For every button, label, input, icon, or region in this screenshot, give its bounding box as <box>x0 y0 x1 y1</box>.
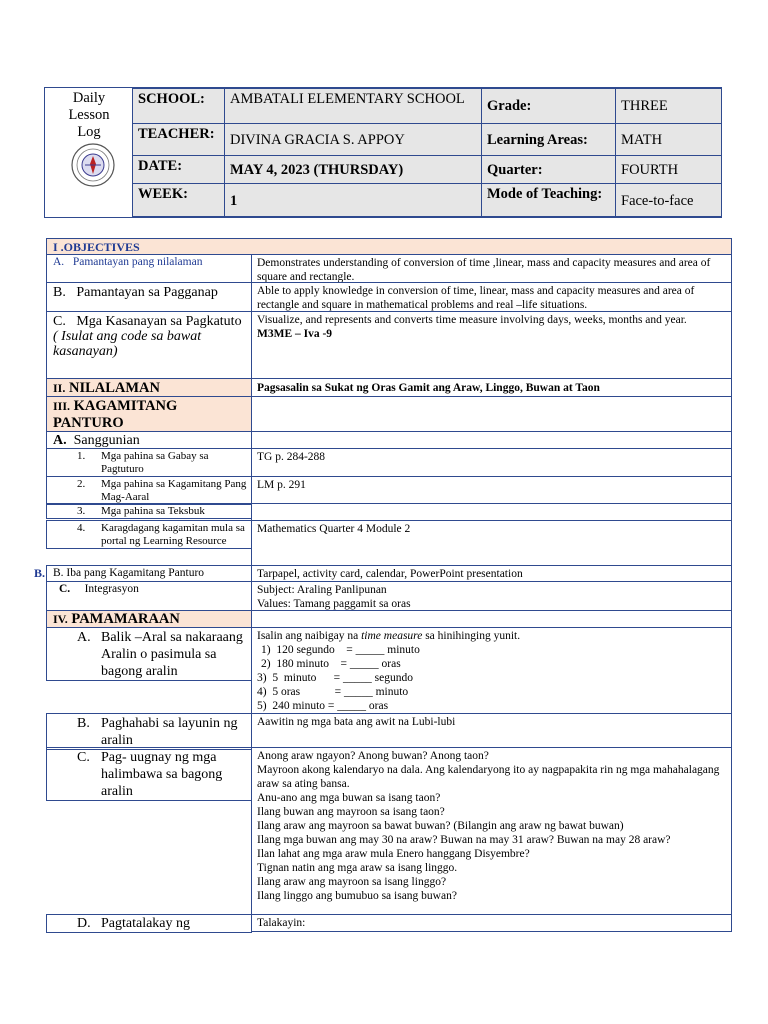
procedure-c-line-7: Ilan lahat ang mga araw mula Enero hanggang Disyembre? <box>257 848 530 860</box>
procedure-d-label <box>46 914 252 933</box>
materials-item-label-4 <box>46 520 252 549</box>
procedure-a-line-2: 2) 180 minuto = _____ oras <box>261 658 401 670</box>
objectives-c-letter: C. <box>53 314 66 329</box>
procedure-title: PAMAMARAAN <box>71 611 180 627</box>
objectives-a-row <box>46 254 732 283</box>
materials-item-text-1: Mga pahina sa Gabay sa Pagtuturo <box>101 450 209 475</box>
materials-item-row-1 <box>46 448 732 477</box>
materials-title-value <box>251 396 732 432</box>
objectives-c-label <box>46 311 252 379</box>
materials-title: KAGAMITANG PANTURO <box>53 398 178 431</box>
procedure-c-row <box>46 747 732 915</box>
logo-text-log: Log <box>77 124 101 140</box>
materials-item-num-2: 2. <box>77 478 86 490</box>
materials-item-num-4: 4. <box>77 522 86 534</box>
header-table <box>44 87 722 218</box>
procedure-c-text: Pag- uugnay ng mga halimbawa sa bagong aralin <box>101 750 223 799</box>
mode-value: Face-to-face <box>615 183 722 217</box>
procedure-c-line-4: Ilang buwan ang mayroon sa isang taon? <box>257 806 445 818</box>
learning-areas-label: Learning Areas: <box>481 123 616 156</box>
objectives-c-value-cell <box>251 311 732 379</box>
procedure-b-label <box>46 713 252 750</box>
objectives-title: I .OBJECTIVES <box>46 238 732 255</box>
logo-text-lesson: Lesson <box>68 107 110 123</box>
materials-item-row-3 <box>46 503 732 521</box>
procedure-a-text: Balik –Aral sa nakaraang Aralin o pasimula sa bagong aralin <box>101 630 243 679</box>
procedure-c-value-cell <box>251 747 732 915</box>
materials-item-num-1: 1. <box>77 450 86 462</box>
logo-column <box>45 88 133 217</box>
content-title-cell <box>46 378 252 397</box>
materials-item-row-4 <box>46 520 732 566</box>
grade-label: Grade: <box>481 88 616 124</box>
mode-label: Mode of Teaching: <box>481 183 616 217</box>
procedure-c-line-2: Mayroon akong kalendaryo na dala. Ang kalendaryong ito ay nagpapakita rin ng mga mahahalagang araw sa ating bansa. <box>257 764 720 790</box>
procedure-c-line-6: Ilang mga buwan ang may 30 na araw? Buwan na may 31 araw? Buwan na may 28 araw? <box>257 834 671 846</box>
procedure-a-line-5: 5) 240 minuto = _____ oras <box>257 700 389 712</box>
procedure-a-line-4: 4) 5 oras = _____ minuto <box>257 686 409 698</box>
procedure-c-line-1: Anong araw ngayon? Anong buwan? Anong taon? <box>257 750 489 762</box>
objectives-header-row <box>46 238 732 255</box>
deped-seal-icon <box>71 143 115 187</box>
materials-item-row-2 <box>46 476 732 504</box>
objectives-c-note: ( Isulat ang code sa bawat kasanayan) <box>53 329 202 359</box>
objectives-a-label <box>46 254 252 283</box>
objectives-b-row <box>46 282 732 312</box>
materials-b-label: B. Iba pang Kagamitang Panturo <box>46 565 252 582</box>
week-value: 1 <box>224 183 482 217</box>
procedure-a-intro <box>257 629 726 643</box>
content-value: Pagsasalin sa Sukat ng Oras Gamit ang Araw, Linggo, Buwan at Taon <box>251 378 732 397</box>
procedure-d-row <box>46 914 732 932</box>
content-title: NILALAMAN <box>68 380 160 396</box>
teacher-value: DIVINA GRACIA S. APPOY <box>224 123 482 156</box>
materials-item-value-2: LM p. 291 <box>251 476 732 504</box>
grade-value: THREE <box>615 88 722 124</box>
objectives-b-value: Able to apply knowledge in conversion of time, linear, mass and capacity measures and area of rectangle and square in mathematical problems and real –life situations. <box>251 282 732 312</box>
materials-c-value-cell <box>251 581 732 611</box>
materials-c-row <box>46 581 732 611</box>
procedure-c-letter: C. <box>77 750 90 765</box>
procedure-c-line-3: Anu-ano ang mga buwan sa isang taon? <box>257 792 441 804</box>
materials-title-num: III. <box>53 399 71 413</box>
procedure-d-value: Talakayin: <box>251 914 732 932</box>
materials-a-letter: A. <box>53 433 67 448</box>
materials-item-value-1: TG p. 284-288 <box>251 448 732 477</box>
procedure-a-row <box>46 627 732 714</box>
materials-a-label <box>46 431 252 449</box>
procedure-b-row <box>46 713 732 748</box>
materials-title-cell <box>46 396 252 432</box>
materials-item-value-3 <box>251 503 732 521</box>
content-title-num: II. <box>53 381 66 395</box>
materials-item-text-4: Karagdagang kagamitan mula sa portal ng Learning Resource <box>101 522 245 547</box>
materials-a-value <box>251 431 732 449</box>
materials-c-text: Integrasyon <box>84 583 139 595</box>
procedure-title-cell <box>46 610 252 628</box>
objectives-c-code: M3ME – Iva -9 <box>257 328 333 340</box>
procedure-b-letter: B. <box>77 716 90 731</box>
logo-text-daily: Daily <box>72 90 106 106</box>
procedure-b-text: Paghahabi sa layunin ng aralin <box>101 716 238 748</box>
school-label: SCHOOL: <box>132 88 225 124</box>
objectives-c-value: Visualize, and represents and converts time measure involving days, weeks, months and year. <box>257 314 687 326</box>
procedure-title-num: IV. <box>53 612 68 626</box>
procedure-a-value-cell <box>251 627 732 714</box>
materials-item-label-2 <box>46 476 252 505</box>
procedure-a-line-1: 1) 120 segundo = _____ minuto <box>261 644 420 656</box>
date-label: DATE: <box>132 155 225 184</box>
procedure-a-intro-em: time measure <box>361 630 423 642</box>
procedure-c-line-10: Ilang linggo ang bumubuo sa isang buwan? <box>257 890 457 902</box>
materials-c-label <box>46 581 252 611</box>
school-value: AMBATALI ELEMENTARY SCHOOL <box>224 88 482 124</box>
materials-item-num-3: 3. <box>77 505 86 517</box>
procedure-c-line-5: Ilang araw ang mayroon sa bawat buwan? (Bilangin ang araw ng bawat buwan) <box>257 820 624 832</box>
procedure-b-value: Aawitin ng mga bata ang awit na Lubi-lubi <box>251 713 732 748</box>
materials-b-outer-letter: B. <box>34 566 46 580</box>
materials-c-value-2: Values: Tamang paggamit sa oras <box>257 598 411 610</box>
procedure-c-line-8: Tignan natin ang mga araw sa isang linggo. <box>257 862 458 874</box>
date-value: MAY 4, 2023 (THURSDAY) <box>224 155 482 184</box>
objectives-b-text: Pamantayan sa Pagganap <box>76 285 218 300</box>
materials-c-value-1: Subject: Araling Panlipunan <box>257 584 387 596</box>
materials-item-label-3 <box>46 503 252 519</box>
procedure-d-text: Pagtatalakay ng <box>101 916 191 931</box>
materials-b-value: Tarpapel, activity card, calendar, PowerPoint presentation <box>251 565 732 582</box>
materials-b-row <box>46 565 732 582</box>
objectives-b-label <box>46 282 252 312</box>
content-row <box>46 378 732 397</box>
objectives-c-row <box>46 311 732 379</box>
objectives-a-value: Demonstrates understanding of conversion of time ,linear, mass and capacity measures and area of square and rectangle. <box>251 254 732 283</box>
materials-item-text-2: Mga pahina sa Kagamitang Pang Mag-Aaral <box>101 478 247 503</box>
procedure-title-value <box>251 610 732 628</box>
objectives-c-text: Mga Kasanayan sa Pagkatuto <box>76 314 242 329</box>
procedure-a-label <box>46 627 252 681</box>
procedure-a-intro-2: sa hinihinging yunit. <box>425 630 521 642</box>
procedure-a-letter: A. <box>77 630 91 645</box>
materials-a-text: Sanggunian <box>73 433 140 448</box>
procedure-c-label <box>46 747 252 801</box>
teacher-label: TEACHER: <box>132 123 225 156</box>
objectives-a-letter: A. <box>53 256 65 268</box>
procedure-a-line-3: 3) 5 minuto = _____ segundo <box>257 672 413 684</box>
materials-c-letter: C. <box>59 583 71 595</box>
week-label: WEEK: <box>132 183 225 217</box>
objectives-a-text: Pamantayan pang nilalaman <box>72 256 203 268</box>
materials-item-value-4: Mathematics Quarter 4 Module 2 <box>251 520 732 566</box>
materials-item-text-3: Mga pahina sa Teksbuk <box>101 505 205 517</box>
procedure-c-line-9: Ilang araw ang mayroon sa isang linggo? <box>257 876 447 888</box>
procedure-title-row <box>46 610 732 628</box>
objectives-b-letter: B. <box>53 285 66 300</box>
materials-a-row <box>46 431 732 449</box>
procedure-a-intro-1: Isalin ang naibigay na <box>257 630 359 642</box>
materials-item-label-1 <box>46 448 252 477</box>
quarter-label: Quarter: <box>481 155 616 184</box>
materials-title-row <box>46 396 732 432</box>
quarter-value: FOURTH <box>615 155 722 184</box>
learning-areas-value: MATH <box>615 123 722 156</box>
procedure-d-letter: D. <box>77 916 91 931</box>
